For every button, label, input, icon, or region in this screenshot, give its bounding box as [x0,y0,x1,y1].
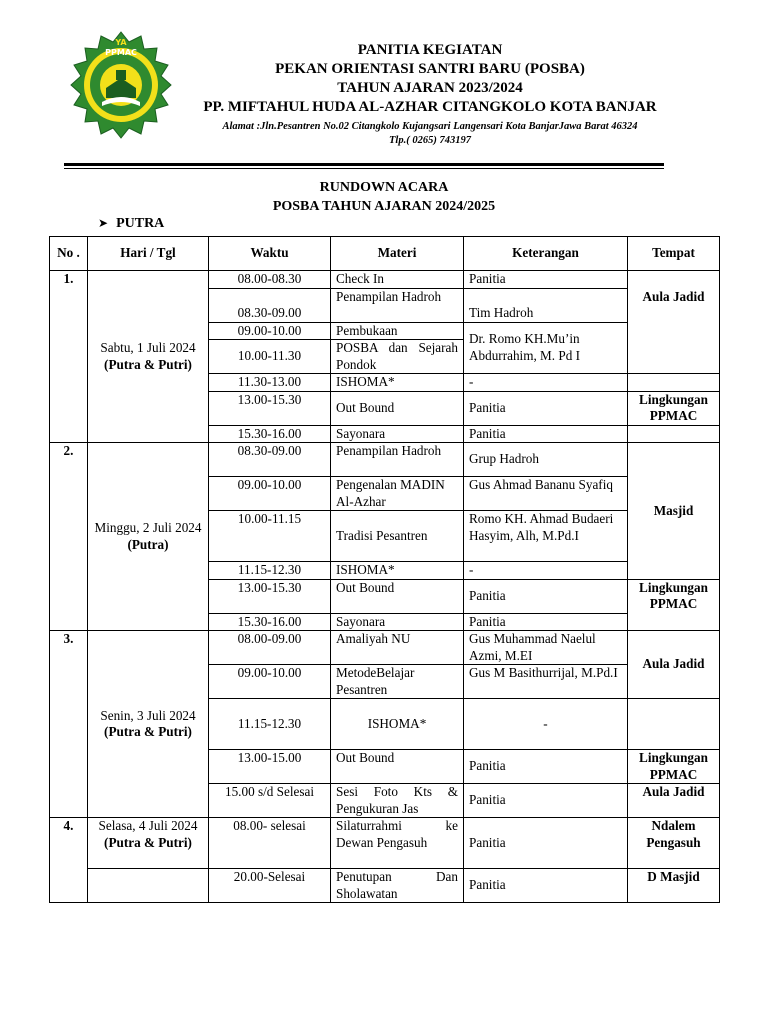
note-cell: - [464,374,628,392]
table-row [50,443,720,477]
col-header-note: Keterangan [464,237,628,271]
material-cell: Check In [331,271,464,289]
material-cell: MetodeBelajar Pesantren [331,665,464,699]
rundown-table [49,236,720,903]
material-cell: ISHOMA* [331,699,464,750]
col-header-material: Materi [331,237,464,271]
material-cell: Sayonara [331,613,464,631]
place-cell-empty [628,374,720,392]
material-cell: Penutupan Dan Sholawatan [331,869,464,903]
header-address: Alamat :Jln.Pesantren No.02 Citangkolo Kujangsari Langensari Kota BanjarJawa Barat 46324 [222,121,638,132]
material-cell: Sayonara [331,425,464,443]
time-cell: 10.00-11.15 [209,511,331,562]
note-cell: Panitia [464,869,628,903]
header-line-1: PANITIA KEGIATAN [357,42,503,58]
note-cell: Panitia [464,579,628,613]
place-cell: Lingkungan PPMAC [628,750,720,784]
material-cell: Penampilan Hadroh [331,288,464,322]
material-cell: Out Bound [331,579,464,613]
time-cell: 13.00-15.30 [209,579,331,613]
note-cell: Gus Muhammad Naelul Azmi, M.EI [464,631,628,665]
col-header-day: Hari / Tgl [88,237,209,271]
note-cell: Panitia [464,818,628,869]
day-date-cell [88,443,209,631]
time-cell: 08.30-09.00 [209,288,331,322]
note-cell: - [464,699,628,750]
table-row [50,818,720,869]
note-cell: Panitia [464,391,628,425]
note-cell: Panitia [464,425,628,443]
note-cell: Panitia [464,784,628,818]
material-cell: Pengenalan MADIN Al-Azhar [331,477,464,511]
time-cell: 11.30-13.00 [209,374,331,392]
section-label: PUTRA [116,216,165,231]
time-cell: 09.00-10.00 [209,322,331,340]
header-line-3: TAHUN AJARAN 2023/2024 [337,80,523,96]
place-cell: Aula Jadid [628,271,720,374]
header-phone: Tlp.( 0265) 743197 [389,135,471,146]
time-cell: 08.00-09.00 [209,631,331,665]
pesantren-emblem-icon [66,30,176,140]
day-number: 1. [50,271,88,443]
note-cell: - [464,562,628,580]
material-cell: Out Bound [331,750,464,784]
time-cell: 15.00 s/d Selesai [209,784,331,818]
place-cell-empty [628,699,720,750]
material-cell: Out Bound [331,391,464,425]
note-cell: Gus M Basithurrijal, M.Pd.I [464,665,628,699]
place-cell: Lingkungan PPMAC [628,391,720,425]
material-cell: Penampilan Hadroh [331,443,464,477]
material-cell: POSBA dan Sejarah Pondok [331,340,464,374]
time-cell: 15.30-16.00 [209,613,331,631]
note-cell: Dr. Romo KH.Mu’in Abdurrahim, M. Pd I [464,322,628,374]
time-cell: 11.15-12.30 [209,699,331,750]
place-cell-empty [628,425,720,443]
header-divider-thin [64,168,664,169]
day-date-cell [88,271,209,443]
logo-name-text: PPMAC [105,48,137,57]
material-cell: Tradisi Pesantren [331,511,464,562]
time-cell: 13.00-15.00 [209,750,331,784]
time-cell: 08.00- selesai [209,818,331,869]
header-divider-thick [64,163,664,166]
note-cell: Romo KH. Ahmad Budaeri Hasyim, Alh, M.Pd.I [464,511,628,562]
place-cell: Masjid [628,443,720,580]
note-cell: Gus Ahmad Bananu Syafiq [464,477,628,511]
note-cell: Panitia [464,271,628,289]
day-group: (Putra) [127,536,169,552]
header-line-4: PP. MIFTAHUL HUDA AL-AZHAR CITANGKOLO KOTA BANJAR [203,99,657,115]
document-title [184,178,584,216]
day-number: 3. [50,631,88,818]
place-cell: Aula Jadid [628,631,720,699]
time-cell: 09.00-10.00 [209,665,331,699]
place-cell: Aula Jadid [628,784,720,818]
col-header-time: Waktu [209,237,331,271]
time-cell: 15.30-16.00 [209,425,331,443]
place-cell: D Masjid [628,869,720,903]
day-number: 2. [50,443,88,631]
day-date: Senin, 3 Juli 2024 [100,707,196,723]
col-header-no: No . [50,237,88,271]
day-date: Sabtu, 1 Juli 2024 [100,340,196,355]
day-date: Selasa, 4 Juli 2024 [98,818,198,833]
material-cell: Pembukaan [331,322,464,340]
material-cell: ISHOMA* [331,374,464,392]
note-cell: Panitia [464,750,628,784]
note-cell: Grup Hadroh [464,443,628,477]
day-number: 4. [50,818,88,903]
table-header-row [50,237,720,271]
day-group: (Putra & Putri) [104,724,192,739]
note-cell: Tim Hadroh [464,288,628,322]
logo-top-text: YA [115,38,127,47]
day-date-cell-empty [88,869,209,903]
time-cell: 08.00-08.30 [209,271,331,289]
table-row [50,631,720,665]
letterhead [180,41,680,148]
title-line-2: POSBA TAHUN AJARAN 2024/2025 [272,199,496,214]
place-cell: Ndalem Pengasuh [628,818,720,869]
time-cell: 08.30-09.00 [209,443,331,477]
time-cell: 09.00-10.00 [209,477,331,511]
section-heading [98,216,164,232]
time-cell: 13.00-15.30 [209,391,331,425]
day-group: (Putra & Putri) [104,834,192,850]
table-row [50,271,720,289]
time-cell: 10.00-11.30 [209,340,331,374]
material-cell: ISHOMA* [331,562,464,580]
time-cell: 20.00-Selesai [209,869,331,903]
time-cell: 11.15-12.30 [209,562,331,580]
material-cell: Amaliyah NU [331,631,464,665]
material-cell: Sesi Foto Kts & Pengukuran Jas [331,784,464,818]
day-date: Minggu, 2 Juli 2024 [94,520,202,535]
note-cell: Panitia [464,613,628,631]
col-header-place: Tempat [628,237,720,271]
place-cell: Lingkungan PPMAC [628,579,720,631]
day-date-cell [88,631,209,818]
header-line-2: PEKAN ORIENTASI SANTRI BARU (POSBA) [275,61,585,77]
day-date-cell [88,818,209,869]
arrow-right-icon: ➤ [98,216,109,230]
title-line-1: RUNDOWN ACARA [319,180,449,195]
table-row [50,869,720,903]
material-cell: Silaturrahmi ke Dewan Pengasuh [331,818,464,869]
day-group: (Putra & Putri) [104,356,192,372]
